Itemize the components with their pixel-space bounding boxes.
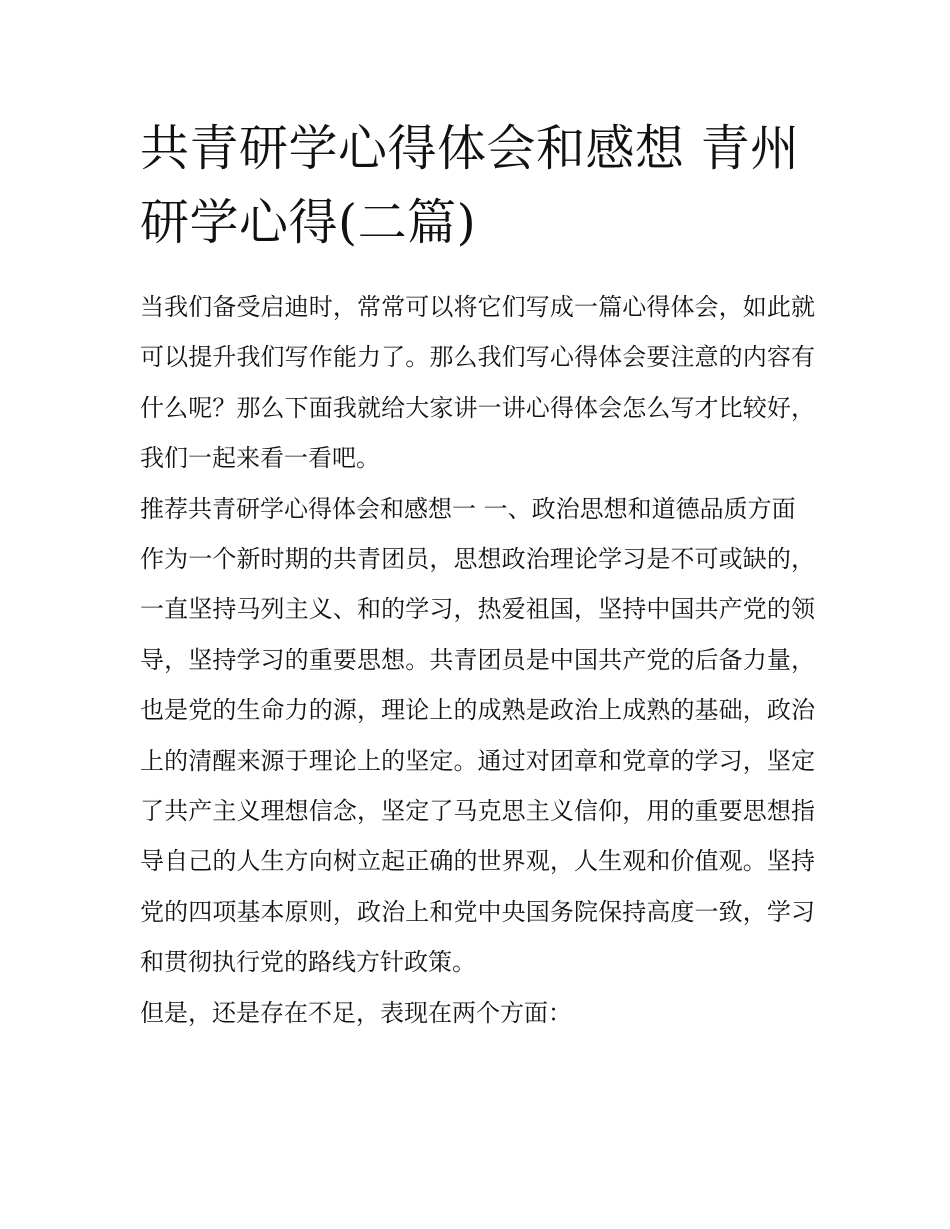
- document-page: [140, 112, 815, 1038]
- paragraph-shortcomings: 但是，还是存在不足，表现在两个方面：: [140, 998, 572, 1027]
- paragraph-body: 作为一个新时期的共青团员，思想政治理论学习是不可或缺的，一直坚持马列主义、和的学习，热爱祖国，坚持中国共产党的领导，坚持学习的重要思想。共青团员是中国共产党的后备力量，也是党的生命力的源，理论上的成熟是政治上成熟的基础，政治上的清醒来源于理论上的坚定。通过对团章和党章的学习，坚定了共产主义理想信念，坚定了马克思主义信仰，用的重要思想指导自己的人生方向树立起正确的世界观，人生观和价值观。坚持党的四项基本原则，政治上和党中央国务院保持高度一致，学习和贯彻执行党的路线方针政策。: [140, 545, 815, 977]
- paragraph-intro: 当我们备受启迪时，常常可以将它们写成一篇心得体会，如此就可以提升我们写作能力了。那么我们写心得体会要注意的内容有什么呢？那么下面我就给大家讲一讲心得体会怎么写才比较好，我们一起来看一看吧。: [140, 293, 815, 473]
- document-title: 共青研学心得体会和感想 青州研学心得(二篇): [140, 120, 800, 251]
- paragraph-section-heading: 推荐共青研学心得体会和感想一 一、政治思想和道德品质方面: [140, 494, 796, 523]
